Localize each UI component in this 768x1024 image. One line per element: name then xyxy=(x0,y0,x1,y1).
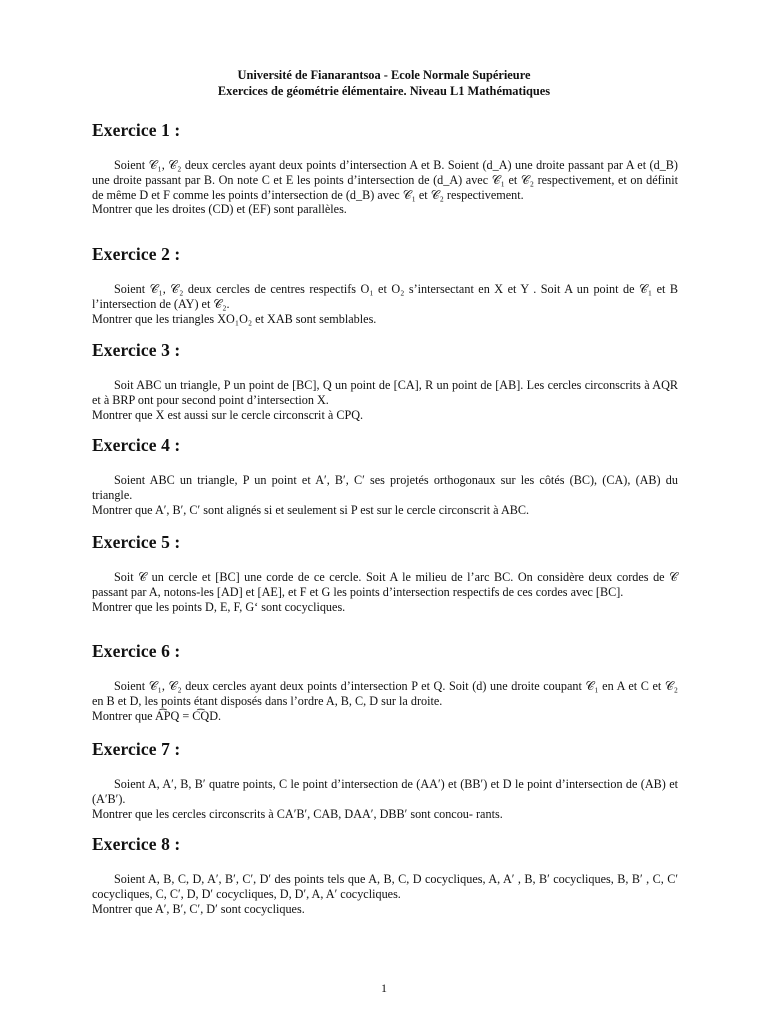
document-header xyxy=(0,68,768,99)
exercise-question: Montrer que A′, B′, C′, D′ sont cocycliques. xyxy=(92,901,305,916)
exercise-question: Montrer que X est aussi sur le cercle circonscrit à CPQ. xyxy=(92,407,364,422)
exercise-2 xyxy=(92,244,678,326)
exercise-question: Montrer que les cercles circonscrits à CA′B′, CAB, DAA′, DBB′ sont concou- rants. xyxy=(92,806,503,821)
exercise-8 xyxy=(92,834,678,916)
exercise-3 xyxy=(92,340,678,422)
header-course-title: Exercices de géométrie élémentaire. Niveau L1 Mathématiques xyxy=(217,83,551,98)
exercise-question: Montrer que les points D, E, F, G‘ sont cocycliques. xyxy=(92,599,346,614)
exercise-title: Exercice 5 : xyxy=(92,532,181,552)
exercise-question: Montrer que A͡PQ = C͡QD. xyxy=(92,708,222,723)
exercise-question: Montrer que les triangles XO₁O₂ et XAB sont semblables. xyxy=(92,311,377,326)
exercise-question: Montrer que A′, B′, C′ sont alignés si et seulement si P est sur le cercle circonscrit à ABC. xyxy=(92,502,530,517)
header-institution: Université de Fianarantsoa - Ecole Normale Supérieure xyxy=(237,68,531,82)
exercise-statement: Soient 𝒞₁, 𝒞₂ deux cercles ayant deux points d’intersection P et Q. Soit (d) une droite coupant 𝒞₁ en A et C et 𝒞₂ en B et D, les points étant disposés dans l’ordre A, B, C, D sur la droite. xyxy=(92,679,678,708)
exercise-statement: Soit 𝒞 un cercle et [BC] une corde de ce cercle. Soit A le milieu de l’arc BC. On considère deux cordes de 𝒞 passant par A, notons-les [AD] et [AE], et F et G les points d’intersection respectifs de ces cordes avec [BC]. xyxy=(92,570,678,599)
exercise-title: Exercice 2 : xyxy=(92,244,181,264)
exercise-title: Exercice 7 : xyxy=(92,739,181,759)
exercise-statement: Soient A, A′, B, B′ quatre points, C le point d’intersection de (AA′) et (BB′) et D le point d’intersection de (AB) et (A′B′). xyxy=(92,777,678,806)
exercise-statement: Soient ABC un triangle, P un point et A′, B′, C′ ses projetés orthogonaux sur les côtés (BC), (CA), (AB) du triangle. xyxy=(92,473,678,502)
exercise-statement: Soit ABC un triangle, P un point de [BC], Q un point de [CA], R un point de [AB]. Les cercles circonscrits à AQR et à BRP ont pour second point d’intersection X. xyxy=(92,378,678,407)
exercise-title: Exercice 4 : xyxy=(92,435,181,455)
exercise-statement: Soient A, B, C, D, A′, B′, C′, D′ des points tels que A, B, C, D cocycliques, A, A′ , B, B′ cocycliques, B, B′ , C, C′ cocycliques, C, C′, D, D′ cocycliques, D, D′, A, A′ cocycliques. xyxy=(92,872,678,901)
page-number: 1 xyxy=(381,981,387,995)
exercise-1 xyxy=(92,120,678,217)
exercise-statement: Soient 𝒞₁, 𝒞₂ deux cercles ayant deux points d’intersection A et B. Soient (d_A) une droite passant par A et (d_B) une droite passant par B. On note C et E les points d’intersection de (d_A) avec 𝒞₁ et 𝒞₂ respectivement, et on définit de même D et F comme les points d’intersection de (d_B) avec 𝒞₁ et 𝒞₂ respectivement. xyxy=(92,158,678,202)
exercise-statement: Soient 𝒞₁, 𝒞₂ deux cercles de centres respectifs O₁ et O₂ s’intersectant en X et Y . Soit A un point de 𝒞₁ et B l’intersection de (AY) et 𝒞₂. xyxy=(92,282,678,311)
exercise-title: Exercice 3 : xyxy=(92,340,181,360)
exercise-title: Exercice 1 : xyxy=(92,120,181,140)
exercise-6 xyxy=(92,641,678,723)
exercise-5 xyxy=(92,532,678,614)
exercise-4 xyxy=(92,435,678,517)
exercise-title: Exercice 8 : xyxy=(92,834,181,854)
exercise-title: Exercice 6 : xyxy=(92,641,181,661)
exercise-7 xyxy=(92,739,678,821)
exercise-question: Montrer que les droites (CD) et (EF) sont parallèles. xyxy=(92,202,347,217)
